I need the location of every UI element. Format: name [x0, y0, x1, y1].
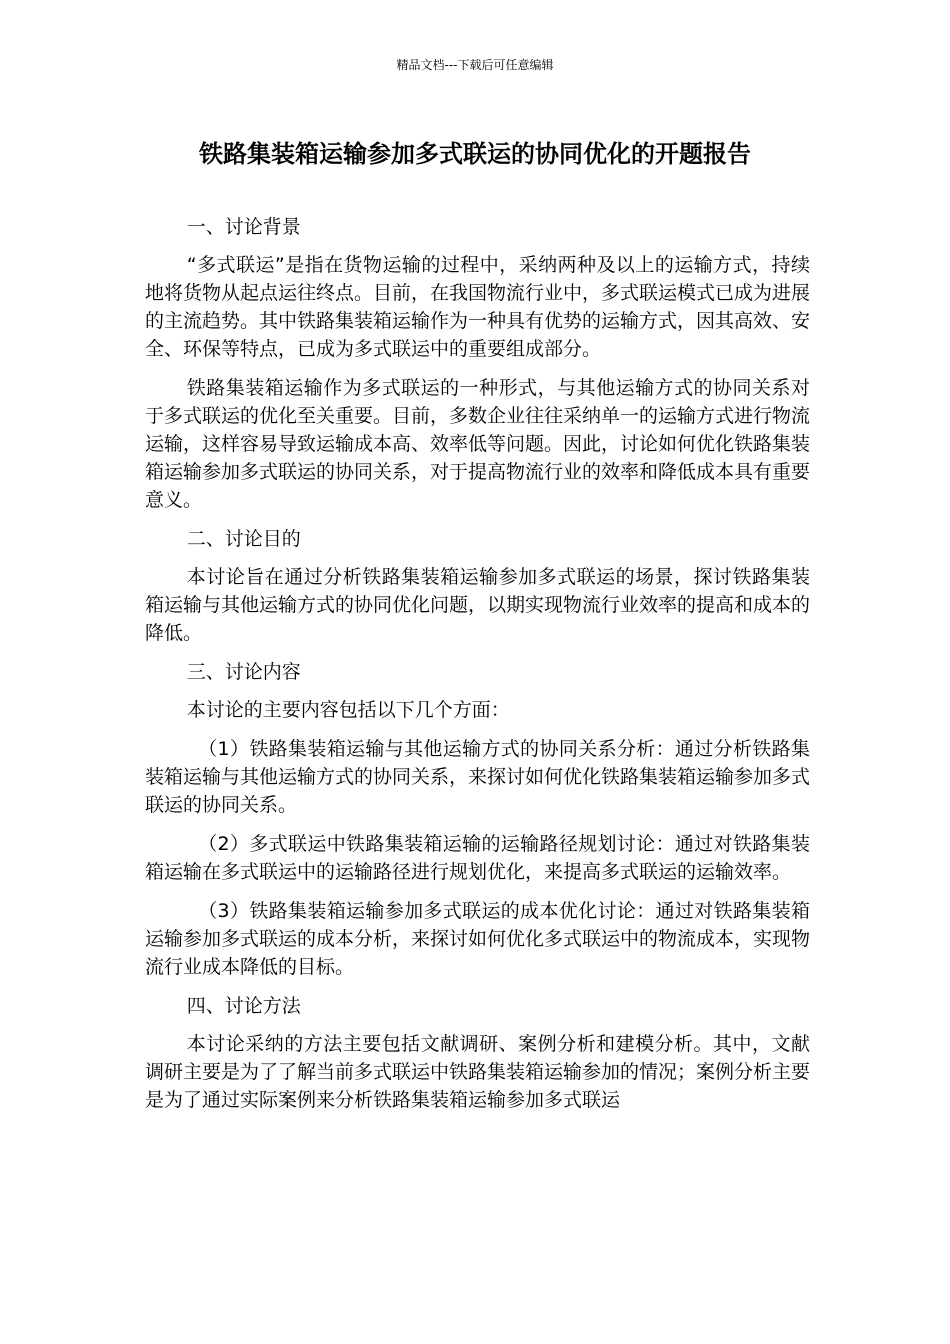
section-heading-background: 一、讨论背景: [186, 216, 301, 238]
paragraph-background-1: “多式联运”是指在货物运输的过程中，采纳两种及以上的运输方式，持续地将货物从起点运往终点。目前，在我国物流行业中，多式联运模式已成为进展的主流趋势。其中铁路集装箱运输作为一种具有优势的运输方式，因其高效、安全、环保等特点，已成为多式联运中的重要组成部分。: [145, 254, 811, 360]
paragraph-background-2: 铁路集装箱运输作为多式联运的一种形式，与其他运输方式的协同关系对于多式联运的优化至关重要。目前，多数企业往往采纳单一的运输方式进行物流运输，这样容易导致运输成本高、效率低等问题。因此，讨论如何优化铁路集装箱运输参加多式联运的协同关系，对于提高物流行业的效率和降低成本具有重要意义。: [145, 377, 811, 511]
document-title: 铁路集装箱运输参加多式联运的协同优化的开题报告: [199, 140, 751, 168]
section-heading-content: 三、讨论内容: [186, 661, 301, 683]
paragraph-content-intro: 本讨论的主要内容包括以下几个方面：: [186, 699, 510, 721]
paragraph-purpose-1: 本讨论旨在通过分析铁路集装箱运输参加多式联运的场景，探讨铁路集装箱运输与其他运输方式的协同优化问题，以期实现物流行业效率的提高和成本的降低。: [145, 566, 811, 644]
document-body: [145, 213, 810, 1125]
list-item-content-3: （3）铁路集装箱运输参加多式联运的成本优化讨论：通过对铁路集装箱运输参加多式联运的成本分析，来探讨如何优化多式联运中的物流成本，实现物流行业成本降低的目标。: [145, 900, 811, 978]
section-heading-method: 四、讨论方法: [186, 995, 301, 1017]
list-item-content-2: （2）多式联运中铁路集装箱运输的运输路径规划讨论：通过对铁路集装箱运输在多式联运中的运输路径进行规划优化，来提高多式联运的运输效率。: [145, 833, 810, 883]
section-heading-purpose: 二、讨论目的: [186, 528, 301, 550]
header-note: 精品文档---下载后可任意编辑: [396, 58, 554, 72]
paragraph-method-1: 本讨论采纳的方法主要包括文献调研、案例分析和建模分析。其中，文献调研主要是为了了解当前多式联运中铁路集装箱运输参加的情况；案例分析主要是为了通过实际案例来分析铁路集装箱运输参加多式联运: [145, 1033, 811, 1111]
list-item-content-1: （1）铁路集装箱运输与其他运输方式的协同关系分析：通过分析铁路集装箱运输与其他运输方式的协同关系，来探讨如何优化铁路集装箱运输参加多式联运的协同关系。: [145, 738, 811, 816]
